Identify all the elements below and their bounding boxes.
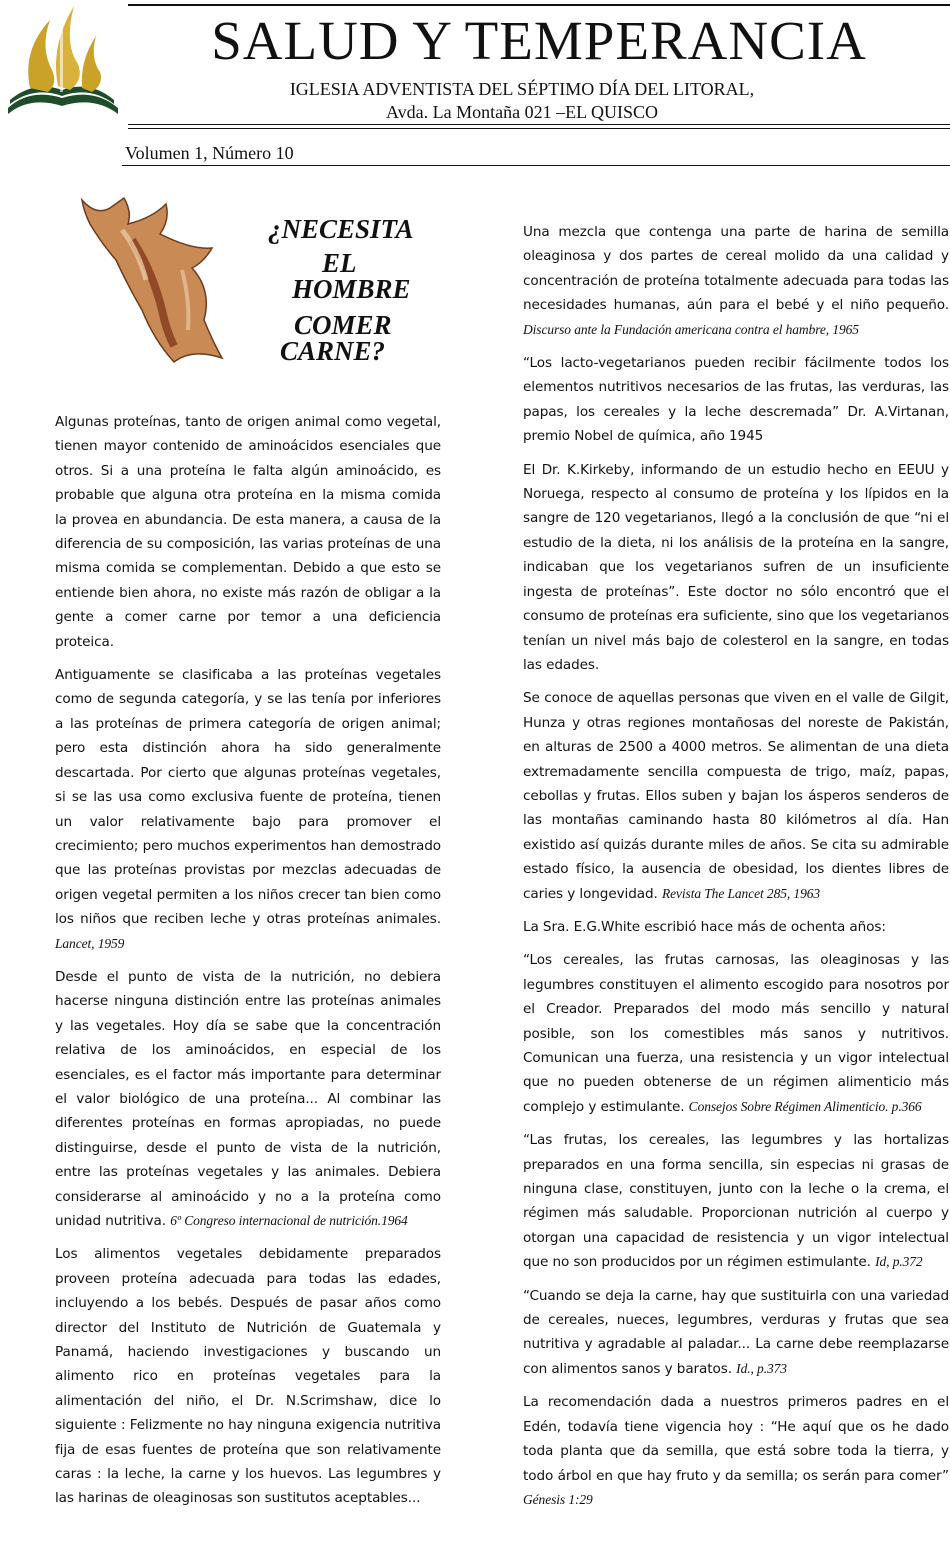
masthead-rule-bottom-2 — [128, 128, 950, 129]
masthead-title: SALUD Y TEMPERANCIA — [211, 10, 867, 71]
headline-line-3: HOMBRE — [292, 274, 411, 304]
headline-line-4: COMER — [294, 310, 392, 340]
headline-line-2: EL — [322, 248, 357, 278]
paragraph: El Dr. K.Kirkeby, informando de un estudio hecho en EEUU y Noruega, respecto al consumo de proteína y los lípidos en la sangre de 120 vegetarianos, llegó a la conclusión de que “ni el estudio de la dieta, ni los análisis de la proteína en la sangre, indicaban que los vegetarianos sufren de un insuficiente ingesta de proteínas”. Este doctor no sólo encontró que el consumo de proteínas era suficiente, sino que los vegetarianos tenían un nivel más bajo de colesterol en la sangre, en todas las edades. — [523, 461, 949, 673]
volume-rule — [122, 165, 950, 166]
paragraph: La recomendación dada a nuestros primeros padres en el Edén, todavía tiene vigencia hoy : “He aquí que os he dado toda planta que da semilla, que está sobre toda la tierra, y todo árbol en que hay fruto y da semilla; os serán para comer” Génesis 1:29 — [523, 1394, 949, 1507]
masthead-rule-bottom — [128, 124, 950, 125]
paragraph: Los alimentos vegetales debidamente preparados proveen proteína adecuada para todas las edades, incluyendo a los bebés. Después de pasar años como director del Instituto de Nutrición de Guatemala y Panamá, haciendo investigaciones y buscando un alimento rico en proteínas vegetales para la alimentación del niño, el Dr. N.Scrimshaw, dice lo siguiente : Felizmente no hay ninguna exigencia nutritiva fija de esas fuentes de proteína que son relativamente caras : la leche, la carne y los huevos. Las legumbres y las harinas de oleaginosas son sustitutos aceptables... — [55, 1246, 441, 1507]
citation: Génesis 1:29 — [523, 1491, 593, 1507]
citation: Lancet, 1959 — [55, 935, 125, 951]
church-logo — [0, 0, 124, 118]
headline-line-1: ¿NECESITA — [268, 214, 414, 244]
meat-illustration — [62, 190, 266, 366]
headline-line-5: CARNE? — [280, 336, 386, 366]
citation: Id., p.373 — [736, 1360, 787, 1376]
paragraph: Algunas proteínas, tanto de origen animal como vegetal, tienen mayor contenido de aminoácidos esenciales que otros. Si a una proteína le falta algún aminoácido, es probable que alguna otra proteína en la misma comida la provea en abundancia. De esta manera, a causa de la diferencia de su composición, las varias proteínas de una misma comida se complementan. Debido a que esto se entiende bien ahora, no existe más razón de obligar a la gente a comer carne por temor a una deficiencia proteica. — [55, 414, 441, 650]
citation: 6º Congreso internacional de nutrición.1964 — [170, 1213, 408, 1228]
citation: Consejos Sobre Régimen Alimenticio. p.366 — [688, 1098, 922, 1114]
paragraph: Se conoce de aquellas personas que viven en el valle de Gilgit, Hunza y otras regiones montañosas del noreste de Pakistán, en alturas de 2500 a 4000 metros. Se alimentan de una dieta extremadamente sencilla compuesta de trigo, maíz, papas, cebollas y frutas. Ellos suben y bajan los ásperos senderos de las montañas caminando hasta 80 kilómetros al día. Han existido así quizás durante miles de años. Se cita su admirable estado físico, la ausencia de obesidad, los dientes libres de caries y longevidad. Revista The Lancet 285, 1963 — [523, 690, 949, 902]
paragraph: Desde el punto de vista de la nutrición, no debiera hacerse ninguna distinción entre las proteínas animales y las vegetales. Hoy día se sabe que la concentración relativa de los aminoácidos, en especial de los esenciales, es el factor más importante para determinar el valor biológico de una proteína... Al combinar las diferentes proteínas en formas apropiadas, no puede distinguirse, desde el punto de vista de la nutrición, entre las proteínas vegetales y las animales. Debiera considerarse al aminoácido y no a la proteína como unidad nutritiva. 6º Congreso internacional de nutrición.1964 — [55, 968, 441, 1229]
paragraph: “Los cereales, las frutas carnosas, las oleaginosas y las legumbres constituyen el alimento escogido para nosotros por el Creador. Preparados del modo más sencillo y natural posible, son los comestibles más sanos y nutritivos. Comunican una fuerza, una resistencia y un vigor intelectual que no pueden obtenerse de un régimen alimenticio más complejo y estimulante. Consejos Sobre Régimen Alimenticio. p.366 — [523, 952, 949, 1115]
masthead-subtitle-line1: IGLESIA ADVENTISTA DEL SÉPTIMO DÍA DEL LITORAL, — [289, 79, 755, 99]
citation: Revista The Lancet 285, 1963 — [661, 885, 821, 901]
paragraph: “Cuando se deja la carne, hay que sustituirla con una variedad de cereales, nueces, legumbres, verduras y frutas que sea nutritiva y agradable al paladar... La carne debe reemplazarse con alimentos sanos y baratos. Id., p.373 — [523, 1287, 949, 1377]
paragraph: La Sra. E.G.White escribió hace más de ochenta años: — [523, 918, 886, 935]
citation: Discurso ante la Fundación americana contra el hambre, 1965 — [523, 321, 859, 337]
paragraph: Una mezcla que contenga una parte de harina de semilla oleaginosa y dos partes de cereal molido da una calidad y concentración de proteína totalmente adecuada para todas las necesidades humanas, aún para el bebé y el niño pequeño. Discurso ante la Fundación americana contra el hambre, 1965 — [523, 224, 949, 337]
paragraph: “Los lacto-vegetarianos pueden recibir fácilmente todos los elementos nutritivos necesarios de las frutas, las verduras, las papas, los cereales y la leche descremada” Dr. A.Virtanan, premio Nobel de química, año 1945 — [523, 355, 949, 445]
paragraph: “Las frutas, los cereales, las legumbres y las hortalizas preparados en una forma sencilla, sin especias ni grasas de ninguna clase, constituyen, junto con la leche o la crema, el régimen más saludable. Proporcionan nutrición al cuerpo y otorgan una capacidad de resistencia y un vigor intelectual que no son producidos por un régimen estimulante. Id, p.372 — [523, 1132, 949, 1271]
article-left-column — [55, 410, 441, 1520]
volume-number: Volumen 1, Número 10 — [125, 143, 294, 163]
paragraph: Antiguamente se clasificaba a las proteínas vegetales como de segunda categoría, y se las tenía por inferiores a las proteínas de primera categoría de origen animal; pero esta distinción ahora ha sido generalmente descartada. Por cierto que algunas proteínas vegetales, si se las usa como exclusiva fuente de proteína, tienen un valor relativamente bajo para promover el crecimiento; pero muchos experimentos han demostrado que las proteínas provistas por mezclas adecuadas de origen vegetal permiten a los niños crecer tan bien como los niños que reciben leche y otras proteínas animales. Lancet, 1959 — [55, 667, 441, 951]
article-right-column — [523, 220, 949, 1521]
citation: Id, p.372 — [875, 1254, 923, 1270]
masthead-subtitle-line2: Avda. La Montaña 021 –EL QUISCO — [386, 102, 658, 122]
